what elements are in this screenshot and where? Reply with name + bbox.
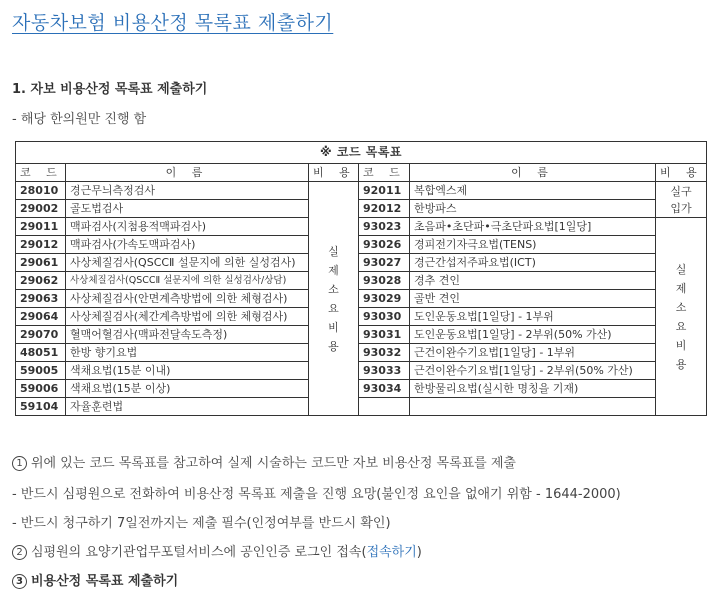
name-cell: 맥파검사(지첨용적맥파검사) [66, 218, 309, 236]
name-cell: 골반 견인 [410, 290, 656, 308]
name-cell-empty [410, 398, 656, 416]
table-row [16, 326, 707, 344]
table-row [16, 362, 707, 380]
step-2 [12, 541, 422, 560]
cost-char: 소 [675, 300, 687, 314]
step-1 [12, 452, 516, 471]
header-name: 이 름 [66, 164, 309, 182]
header-cost: 비 용 [309, 164, 359, 182]
code-cell: 93023 [359, 218, 410, 236]
code-cell: 28010 [16, 182, 66, 200]
name-cell: 도인운동요법[1일당] - 1부위 [410, 308, 656, 326]
name-cell: 한방파스 [410, 200, 656, 218]
code-cell: 93029 [359, 290, 410, 308]
code-cell: 29002 [16, 200, 66, 218]
name-cell: 사상체질검사(체간계측방법에 의한 체형검사) [66, 308, 309, 326]
code-cell: 92011 [359, 182, 410, 200]
cost-char: 실 [675, 262, 687, 276]
name-cell: 자율훈련법 [66, 398, 309, 416]
name-cell: 골도법검사 [66, 200, 309, 218]
table-row [16, 254, 707, 272]
step-1-note-deadline: - 반드시 청구하기 7일전까지는 제출 필수(인정여부를 반드시 확인) [12, 516, 391, 531]
connect-link[interactable]: 접속하기 [366, 545, 417, 560]
name-cell: 근건이완수기요법[1일당] - 1부위 [410, 344, 656, 362]
table-row [16, 236, 707, 254]
table-row [16, 398, 707, 416]
table-row [16, 272, 707, 290]
table-row [16, 290, 707, 308]
name-cell: 한방물리요법(실시한 명칭을 기재) [410, 380, 656, 398]
cost-char: 비 [675, 338, 687, 352]
code-cell: 29012 [16, 236, 66, 254]
step-number-badge: 1 [12, 456, 27, 471]
header-cost: 비 용 [656, 164, 707, 182]
header-code: 코 드 [359, 164, 410, 182]
cost-cell-right [656, 218, 707, 416]
name-cell: 경근간섭저주파요법(ICT) [410, 254, 656, 272]
cost-char: 요 [675, 319, 687, 333]
code-cell: 93031 [359, 326, 410, 344]
step-1-text: 위에 있는 코드 목록표를 참고하여 실제 시술하는 코드만 자보 비용산정 목록표를 제출 [31, 456, 516, 471]
table-row [16, 218, 707, 236]
code-cell: 29062 [16, 272, 66, 290]
code-cell: 29061 [16, 254, 66, 272]
name-cell: 경근무늬측정검사 [66, 182, 309, 200]
table-row [16, 380, 707, 398]
name-cell: 경피전기자극요법(TENS) [410, 236, 656, 254]
cost-char: 소 [328, 282, 339, 296]
name-cell: 경추 견인 [410, 272, 656, 290]
cost-char: 실 [328, 244, 339, 258]
table-row [16, 182, 707, 200]
section-note: - 해당 한의원만 진행 함 [12, 112, 147, 127]
code-cell: 59006 [16, 380, 66, 398]
cost-text: 입가 [670, 201, 692, 215]
name-cell: 사상체질검사(안면계측방법에 의한 체형검사) [66, 290, 309, 308]
code-cell: 93026 [359, 236, 410, 254]
code-cell: 29011 [16, 218, 66, 236]
page-title: 자동차보험 비용산정 목록표 제출하기 [12, 12, 334, 34]
header-name: 이 름 [410, 164, 656, 182]
step-number-badge: 2 [12, 545, 27, 560]
code-cell: 92012 [359, 200, 410, 218]
cost-cell-right-top [656, 182, 707, 218]
code-cell: 93032 [359, 344, 410, 362]
code-cell: 59005 [16, 362, 66, 380]
table-caption: ※ 코드 목록표 [16, 142, 707, 164]
step-3-text: 비용산정 목록표 제출하기 [31, 574, 179, 589]
section-heading: 1. 자보 비용산정 목록표 제출하기 [12, 82, 208, 97]
name-cell: 사상체질검사(QSCCⅡ 설문지에 의한 실성검사/상담) [66, 272, 309, 290]
name-cell: 근건이완수기요법[1일당] - 2부위(50% 가산) [410, 362, 656, 380]
code-cell-empty [359, 398, 410, 416]
name-cell: 색채요법(15분 이내) [66, 362, 309, 380]
name-cell: 도인운동요법[1일당] - 2부위(50% 가산) [410, 326, 656, 344]
step-number-badge: 3 [12, 574, 27, 589]
code-list-table [15, 141, 707, 416]
step-1-note-phone: - 반드시 심평원으로 전화하여 비용산정 목록표 제출을 진행 요망(불인정 요인을 없애기 위함 - 1644-2000) [12, 487, 621, 502]
name-cell: 색채요법(15분 이상) [66, 380, 309, 398]
code-cell: 93034 [359, 380, 410, 398]
code-cell: 93033 [359, 362, 410, 380]
table-row [16, 308, 707, 326]
name-cell: 한방 향기요법 [66, 344, 309, 362]
table-row [16, 200, 707, 218]
name-cell: 초음파•초단파•극초단파요법[1일당] [410, 218, 656, 236]
cost-text: 실구 [670, 184, 692, 198]
code-cell: 93028 [359, 272, 410, 290]
code-cell: 29064 [16, 308, 66, 326]
cost-char: 용 [328, 339, 339, 353]
cost-char: 제 [675, 281, 687, 295]
step-2-close: ) [416, 545, 422, 560]
table-row [16, 344, 707, 362]
name-cell: 맥파검사(가속도맥파검사) [66, 236, 309, 254]
cost-char: 용 [675, 357, 687, 371]
cost-char: 요 [328, 301, 339, 315]
code-cell: 93027 [359, 254, 410, 272]
code-cell: 29070 [16, 326, 66, 344]
code-cell: 48051 [16, 344, 66, 362]
step-3 [12, 570, 178, 589]
name-cell: 사상체질검사(QSCCⅡ 설문지에 의한 실성검사) [66, 254, 309, 272]
code-cell: 93030 [359, 308, 410, 326]
code-cell: 29063 [16, 290, 66, 308]
header-code: 코 드 [16, 164, 66, 182]
cost-char: 제 [328, 263, 339, 277]
name-cell: 복합엑스제 [410, 182, 656, 200]
name-cell: 혈맥어혈검사(맥파전달속도측정) [66, 326, 309, 344]
cost-cell-left [309, 182, 359, 416]
code-cell: 59104 [16, 398, 66, 416]
step-2-text: 심평원의 요양기관업무포털서비스에 공인인증 로그인 접속( [31, 545, 367, 560]
cost-char: 비 [328, 320, 339, 334]
